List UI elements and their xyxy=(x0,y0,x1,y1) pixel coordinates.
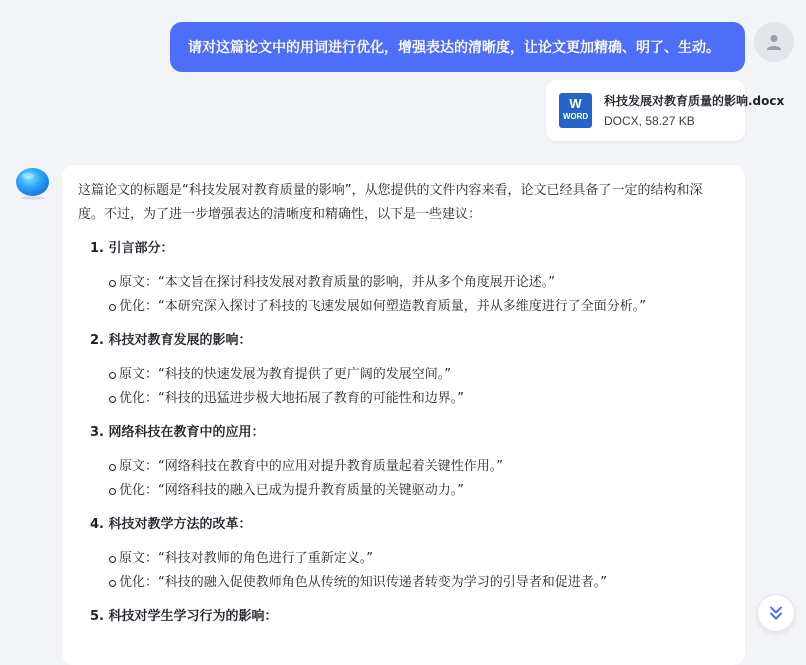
double-chevron-down-icon xyxy=(767,604,785,622)
optimized-text-item: 优化：“科技的融入促使教师角色从传统的知识传递者转变为学习的引导者和促进者。” xyxy=(78,571,728,595)
suggestion-list xyxy=(78,363,728,411)
user-avatar[interactable] xyxy=(754,22,794,62)
assistant-intro-text: 这篇论文的标题是“科技发展对教育质量的影响”，从您提供的文件内容来看，论文已经具备了一定的结构和深度。不过，为了进一步增强表达的清晰度和精确性，以下是一些建议： xyxy=(78,183,703,222)
word-icon-letter: W xyxy=(569,96,582,111)
suggestion-list xyxy=(78,547,728,595)
assistant-message-card xyxy=(62,165,745,665)
assistant-avatar xyxy=(15,166,50,200)
word-icon-label: WORD xyxy=(562,112,589,121)
optimized-text-item: 优化：“本研究深入探讨了科技的飞速发展如何塑造教育质量，并从多维度进行了全面分析。” xyxy=(78,295,728,319)
section-title: 4. 科技对教学方法的改革： xyxy=(90,517,252,532)
original-text-item: 原文：“科技的快速发展为教育提供了更广阔的发展空间。” xyxy=(78,363,728,387)
assistant-orb-icon xyxy=(15,166,50,200)
suggestion-section xyxy=(78,331,728,411)
suggestion-list xyxy=(78,455,728,503)
user-message-text: 请对这篇论文中的用词进行优化，增强表达的清晰度，让论文更加精确、明了、生动。 xyxy=(188,40,720,56)
suggestion-section xyxy=(78,239,728,319)
original-text-item: 原文：“网络科技在教育中的应用对提升教育质量起着关键性作用。” xyxy=(78,455,728,479)
suggestion-section xyxy=(78,607,728,627)
scroll-to-bottom-button[interactable] xyxy=(757,594,795,632)
section-title: 2. 科技对教育发展的影响： xyxy=(90,333,252,348)
user-icon xyxy=(765,33,783,51)
suggestion-section xyxy=(78,423,728,503)
section-title: 3. 网络科技在教育中的应用： xyxy=(90,425,265,440)
suggestion-list xyxy=(78,271,728,319)
attachment-file-name: 科技发展对教育质量的影响.docx xyxy=(604,94,785,108)
attachment-file-meta: DOCX, 58.27 KB xyxy=(604,114,695,128)
section-title: 5. 科技对学生学习行为的影响： xyxy=(90,609,278,624)
user-message-bubble xyxy=(170,22,745,72)
original-text-item: 原文：“本文旨在探讨科技发展对教育质量的影响，并从多个角度展开论述。” xyxy=(78,271,728,295)
suggestion-section xyxy=(78,515,728,595)
optimized-text-item: 优化：“网络科技的融入已成为提升教育质量的关键驱动力。” xyxy=(78,479,728,503)
original-text-item: 原文：“科技对教师的角色进行了重新定义。” xyxy=(78,547,728,571)
word-file-icon xyxy=(559,93,592,128)
section-title: 1. 引言部分： xyxy=(90,241,174,256)
optimized-text-item: 优化：“科技的迅猛进步极大地拓展了教育的可能性和边界。” xyxy=(78,387,728,411)
attachment-card[interactable] xyxy=(546,80,785,141)
